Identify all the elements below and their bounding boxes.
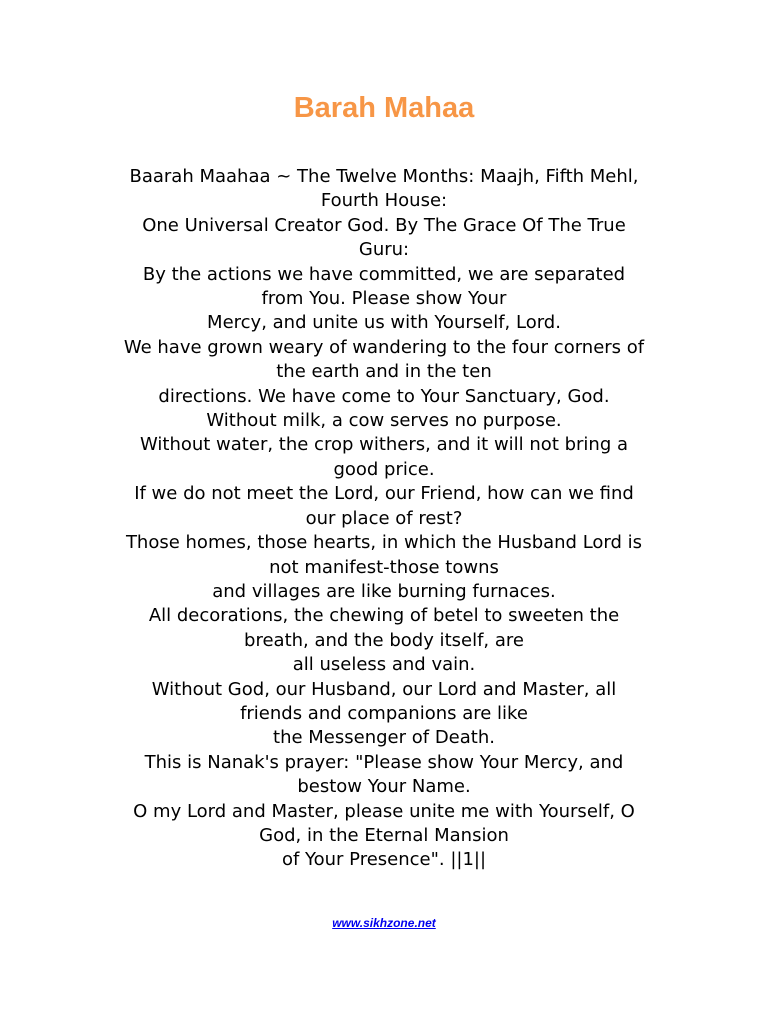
page-title: Barah Mahaa xyxy=(293,92,475,124)
hymn-line: We have grown weary of wandering to the four corners of xyxy=(123,336,645,358)
hymn-line: our place of rest? xyxy=(305,507,463,529)
hymn-line: good price. xyxy=(333,458,435,480)
hymn-line: the earth and in the ten xyxy=(276,361,492,383)
hymn-line: the Messenger of Death. xyxy=(273,727,495,749)
hymn-line: God, in the Eternal Mansion xyxy=(259,824,509,846)
hymn-line: of Your Presence". ||1|| xyxy=(281,849,487,871)
hymn-line: By the actions we have committed, we are separated xyxy=(142,263,626,285)
footer-website-link[interactable]: www.sikhzone.net xyxy=(332,916,436,930)
hymn-line: all useless and vain. xyxy=(292,654,476,676)
hymn-line: Without milk, a cow serves no purpose. xyxy=(206,410,562,432)
hymn-line: from You. Please show Your xyxy=(261,288,507,310)
hymn-line: If we do not meet the Lord, our Friend, how can we find xyxy=(134,483,634,505)
hymn-line: not manifest-those towns xyxy=(269,556,499,578)
hymn-line: Guru: xyxy=(358,239,410,261)
hymn-line: breath, and the body itself, are xyxy=(244,629,524,651)
hymn-line: Without water, the crop withers, and it will not bring a xyxy=(139,434,629,456)
hymn-line: Those homes, those hearts, in which the Husband Lord is xyxy=(125,532,643,554)
hymn-line: This is Nanak's prayer: "Please show Your Mercy, and xyxy=(144,751,624,773)
hymn-line: Mercy, and unite us with Yourself, Lord. xyxy=(207,312,561,334)
hymn-line: Fourth House: xyxy=(320,190,448,212)
hymn-line: One Universal Creator God. By The Grace Of The True xyxy=(142,214,626,236)
hymn-line: bestow Your Name. xyxy=(297,776,471,798)
hymn-line: and villages are like burning furnaces. xyxy=(212,580,556,602)
footer xyxy=(0,914,768,932)
hymn-line: Baarah Maahaa ~ The Twelve Months: Maajh, Fifth Mehl, xyxy=(129,166,639,187)
hymn-line: O my Lord and Master, please unite me with Yourself, O xyxy=(133,800,635,822)
hymn-line: directions. We have come to Your Sanctuary, God. xyxy=(158,385,610,407)
hymn-line: Without God, our Husband, our Lord and Master, all xyxy=(151,678,617,700)
hymn-text xyxy=(84,165,684,873)
hymn-line: friends and companions are like xyxy=(240,702,528,724)
hymn-line: All decorations, the chewing of betel to sweeten the xyxy=(148,605,620,627)
